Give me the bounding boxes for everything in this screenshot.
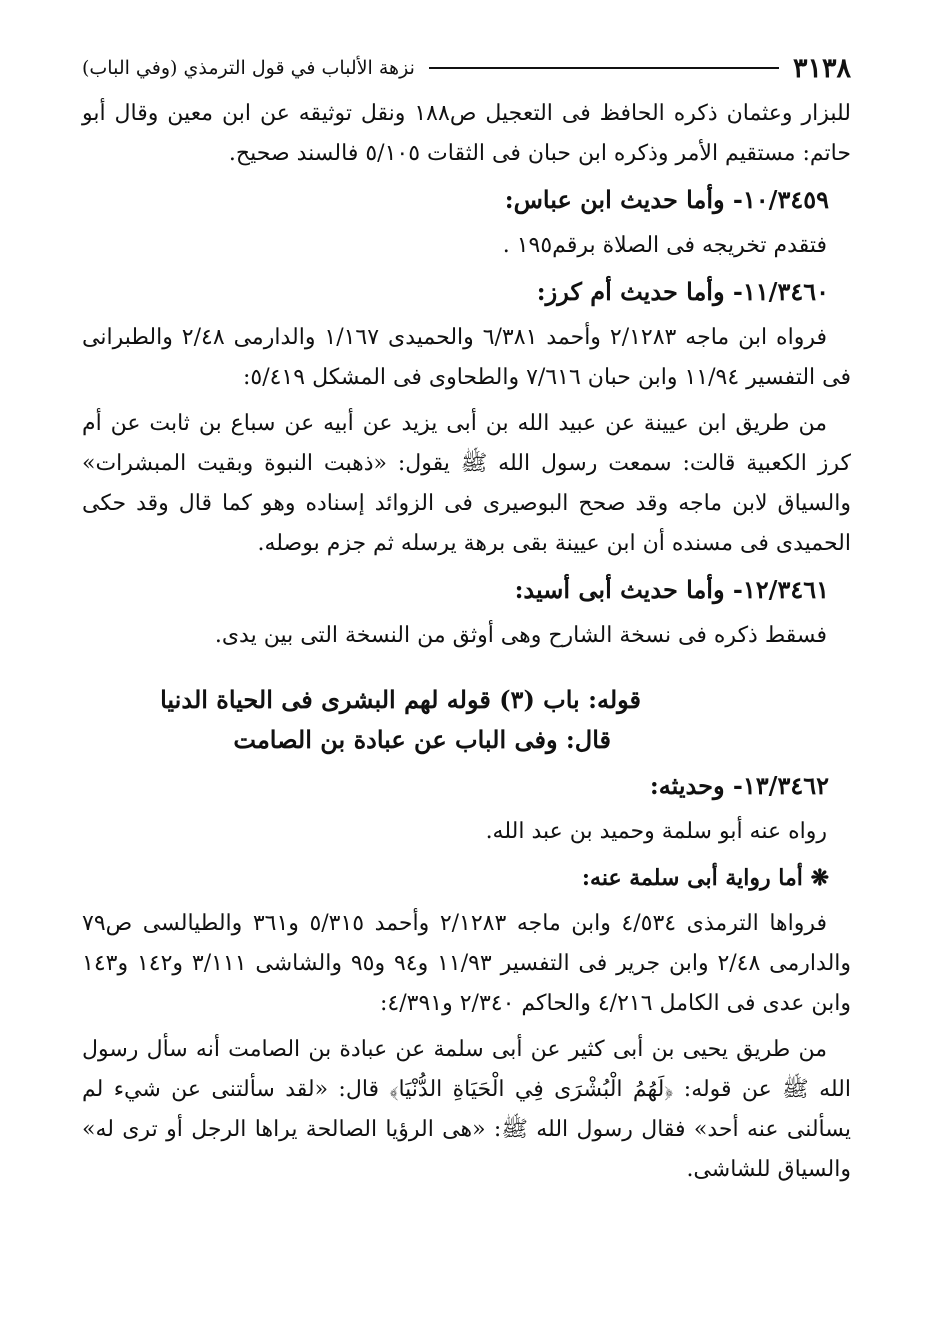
header-rule — [429, 67, 779, 69]
page-body — [82, 94, 851, 1190]
chapter-heading: قوله: باب (٣) قوله لهم البشرى فى الحياة الدنيا — [160, 685, 641, 714]
running-title: نزهة الألباب في قول الترمذي (وفي الباب) — [82, 57, 415, 79]
paragraph: فرواها الترمذى ٤/٥٣٤ وابن ماجه ٢/١٢٨٣ وأحمد ٥/٣١٥ و٣٦١ والطيالسى ص٧٩ والدارمى ٢/٤٨ وابن جرير فى التفسير ١١/٩٣ و٩٤ و٩٥ والشاشى ٣/١١١ و١٤٢ و١٤٣ وابن عدى فى الكامل ٤/٢١٦ والحاكم ٢/٣٤٠ و٤/٣٩١: — [82, 911, 852, 1016]
sub-heading: ❋ أما رواية أبى سلمة عنه: — [581, 865, 829, 891]
hadith-heading: ١٠/٣٤٥٩- وأما حديث ابن عباس: — [504, 185, 829, 214]
paragraph: فرواه ابن ماجه ٢/١٢٨٣ وأحمد ٦/٣٨١ والحميدى ١/١٦٧ والدارمى ٢/٤٨ والطبرانى فى التفسير ١١/٩٤ وابن حبان ٧/٦١٦ والطحاوى فى المشكل ٥/٤١٩: — [82, 325, 851, 390]
paragraph: من طريق يحيى بن أبى كثير عن أبى سلمة عن عبادة بن الصامت أنه سأل رسول الله ﷺ عن قوله: ﴿لَهُمُ الْبُشْرَى فِي الْحَيَاةِ الدُّنْيَا﴾ قال: «لقد سألتنى عن شيء لم يسألنى عنه أحد» فقال رسول الله ﷺ: «هى الرؤيا الصالحة يراها الرجل أو ترى له» والسياق للشاشى. — [82, 1037, 851, 1182]
section-gap — [82, 662, 851, 680]
paragraph: للبزار وعثمان ذكره الحافظ فى التعجيل ص١٨٨ ونقل توثيقه عن ابن معين وقال أبو حاتم: مستقيم الأمر وذكره ابن حبان فى الثقات ٥/١٠٥ فالسند صحيح. — [82, 101, 851, 166]
chapter-subheading: قال: وفى الباب عن عبادة بن الصامت — [233, 725, 611, 754]
hadith-heading: ١٣/٣٤٦٢- وحديثه: — [649, 771, 829, 800]
paragraph: رواه عنه أبو سلمة وحميد بن عبد الله. — [485, 819, 827, 844]
page-number: ٣١٣٨ — [792, 52, 851, 84]
paragraph: من طريق ابن عيينة عن عبيد الله بن أبى يزيد عن أبيه عن سباع بن ثابت عن أم كرز الكعبية قالت: سمعت رسول الله ﷺ يقول: «ذهبت النبوة وبقيت المبشرات» والسياق لابن ماجه وقد صحح البوصيرى فى الزوائد إسناده وهو كما قال وقد حكى الحميدى فى مسنده أن ابن عيينة بقى برهة يرسله ثم جزم بوصله. — [82, 411, 851, 556]
paragraph: فتقدم تخريجه فى الصلاة برقم١٩٥ . — [502, 233, 827, 258]
running-header — [82, 48, 851, 88]
paragraph: فسقط ذكره فى نسخة الشارح وهى أوثق من النسخة التى بين يدى. — [214, 623, 827, 648]
hadith-heading: ١٢/٣٤٦١- وأما حديث أبى أسيد: — [514, 575, 829, 604]
hadith-heading: ١١/٣٤٦٠- وأما حديث أم كرز: — [536, 277, 829, 306]
